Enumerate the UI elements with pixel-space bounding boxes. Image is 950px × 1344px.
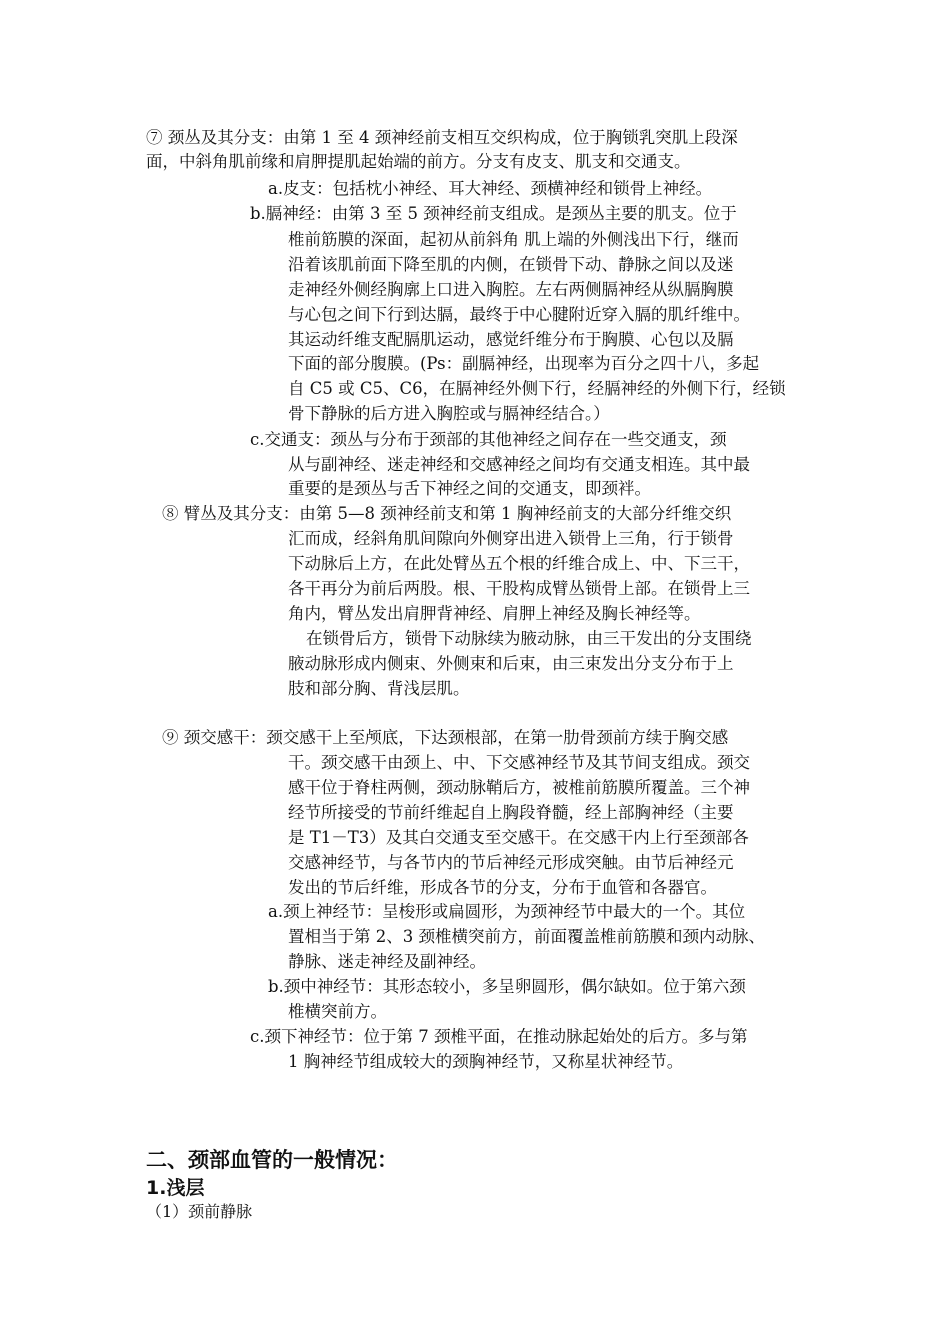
sec9-item-c-line: c.颈下神经节：位于第 7 颈椎平面，在推动脉起始处的后方。多与第 — [250, 1027, 748, 1046]
sec7-item-b-line: 与心包之间下行到达膈，最终于中心腱附近穿入膈的肌纤维中。 — [288, 305, 750, 324]
sec9-line: ⑨ 颈交感干：颈交感干上至颅底，下达颈根部，在第一肋骨颈前方续于胸交感 — [162, 728, 729, 747]
sec7-item-b-line: 沿着该肌前面下降至肌的内侧，在锁骨下动、静脉之间以及迷 — [288, 255, 734, 274]
sec9-line: 是 T1－T3）及其白交通支至交感干。在交感干内上行至颈部各 — [288, 828, 749, 847]
sub-subsection-heading: （1）颈前静脉 — [146, 1202, 253, 1221]
sec7-item-b-line: 下面的部分腹膜。(Ps：副膈神经，出现率为百分之四十八，多起 — [288, 354, 760, 373]
sec7-item-b-line: 走神经外侧经胸廓上口进入胸腔。左右两侧膈神经从纵膈胸膜 — [288, 280, 734, 299]
sec8-line: 汇而成，经斜角肌间隙向外侧穿出进入锁骨上三角，行于锁骨 — [288, 529, 734, 548]
sec7-item-b-line: 其运动纤维支配膈肌运动，感觉纤维分布于胸膜、心包以及膈 — [288, 330, 734, 349]
sec9-item-b-line: b.颈中神经节：其形态较小，多呈卵圆形，偶尔缺如。位于第六颈 — [268, 977, 746, 996]
sec9-line: 经节所接受的节前纤维起自上胸段脊髓，经上部胸神经（主要 — [288, 803, 734, 822]
sec8-line: 在锁骨后方，锁骨下动脉续为腋动脉，由三干发出的分支围绕 — [306, 629, 752, 648]
sec7-item-b-line: 自 C5 或 C5、C6，在膈神经外侧下行，经膈神经的外侧下行，经锁 — [288, 379, 786, 398]
subsection-heading: 1.浅层 — [146, 1177, 205, 1199]
sec7-line-2: 面，中斜角肌前缘和肩胛提肌起始端的前方。分支有皮支、肌支和交通支。 — [146, 152, 691, 171]
sec9-line: 感干位于脊柱两侧，颈动脉鞘后方，被椎前筋膜所覆盖。三个神 — [288, 778, 750, 797]
sec7-item-b-line: 椎前筋膜的深面，起初从前斜角 肌上端的外侧浅出下行，继而 — [288, 230, 739, 249]
sec7-item-c-line: c.交通支：颈丛与分布于颈部的其他神经之间存在一些交通支，颈 — [250, 430, 727, 449]
sec9-line: 发出的节后纤维，形成各节的分支，分布于血管和各器官。 — [288, 878, 717, 897]
sec7-item-a: a.皮支：包括枕小神经、耳大神经、颈横神经和锁骨上神经。 — [268, 179, 713, 198]
sec8-line: ⑧ 臂丛及其分支：由第 5—8 颈神经前支和第 1 胸神经前支的大部分纤维交织 — [162, 504, 732, 523]
sec9-item-c-line: 1 胸神经节组成较大的颈胸神经节，又称星状神经节。 — [288, 1052, 684, 1071]
sec9-line: 干。颈交感干由颈上、中、下交感神经节及其节间支组成。颈交 — [288, 753, 750, 772]
sec9-item-a-line: 置相当于第 2、3 颈椎横突前方，前面覆盖椎前筋膜和颈内动脉、 — [288, 927, 765, 946]
sec7-item-b-line: b.膈神经：由第 3 至 5 颈神经前支组成。是颈丛主要的肌支。位于 — [250, 204, 737, 223]
sec9-item-b-line: 椎横突前方。 — [288, 1002, 387, 1021]
sec8-line: 肢和部分胸、背浅层肌。 — [288, 679, 470, 698]
sec8-line: 各干再分为前后两股。根、干股构成臂丛锁骨上部。在锁骨上三 — [288, 579, 750, 598]
section-heading: 二、颈部血管的一般情况： — [146, 1148, 398, 1172]
sec8-line: 角内，臂丛发出肩胛背神经、肩胛上神经及胸长神经等。 — [288, 604, 701, 623]
sec8-line: 下动脉后上方，在此处臂丛五个根的纤维合成上、中、下三干， — [288, 554, 750, 573]
sec8-line: 腋动脉形成内侧束、外侧束和后束，由三束发出分支分布于上 — [288, 654, 734, 673]
sec7-item-b-line: 骨下静脉的后方进入胸腔或与膈神经结合。） — [288, 404, 610, 423]
sec7-item-c-line: 重要的是颈丛与舌下神经之间的交通支，即颈袢。 — [288, 479, 651, 498]
sec7-line-1: ⑦ 颈丛及其分支：由第 1 至 4 颈神经前支相互交织构成，位于胸锁乳突肌上段深 — [146, 128, 738, 147]
sec7-item-c-line: 从与副神经、迷走神经和交感神经之间均有交通支相连。其中最 — [288, 455, 750, 474]
sec9-line: 交感神经节，与各节内的节后神经元形成突触。由节后神经元 — [288, 853, 734, 872]
sec9-item-a-line: 静脉、迷走神经及副神经。 — [288, 952, 486, 971]
sec9-item-a-line: a.颈上神经节：呈梭形或扁圆形，为颈神经节中最大的一个。其位 — [268, 902, 746, 921]
